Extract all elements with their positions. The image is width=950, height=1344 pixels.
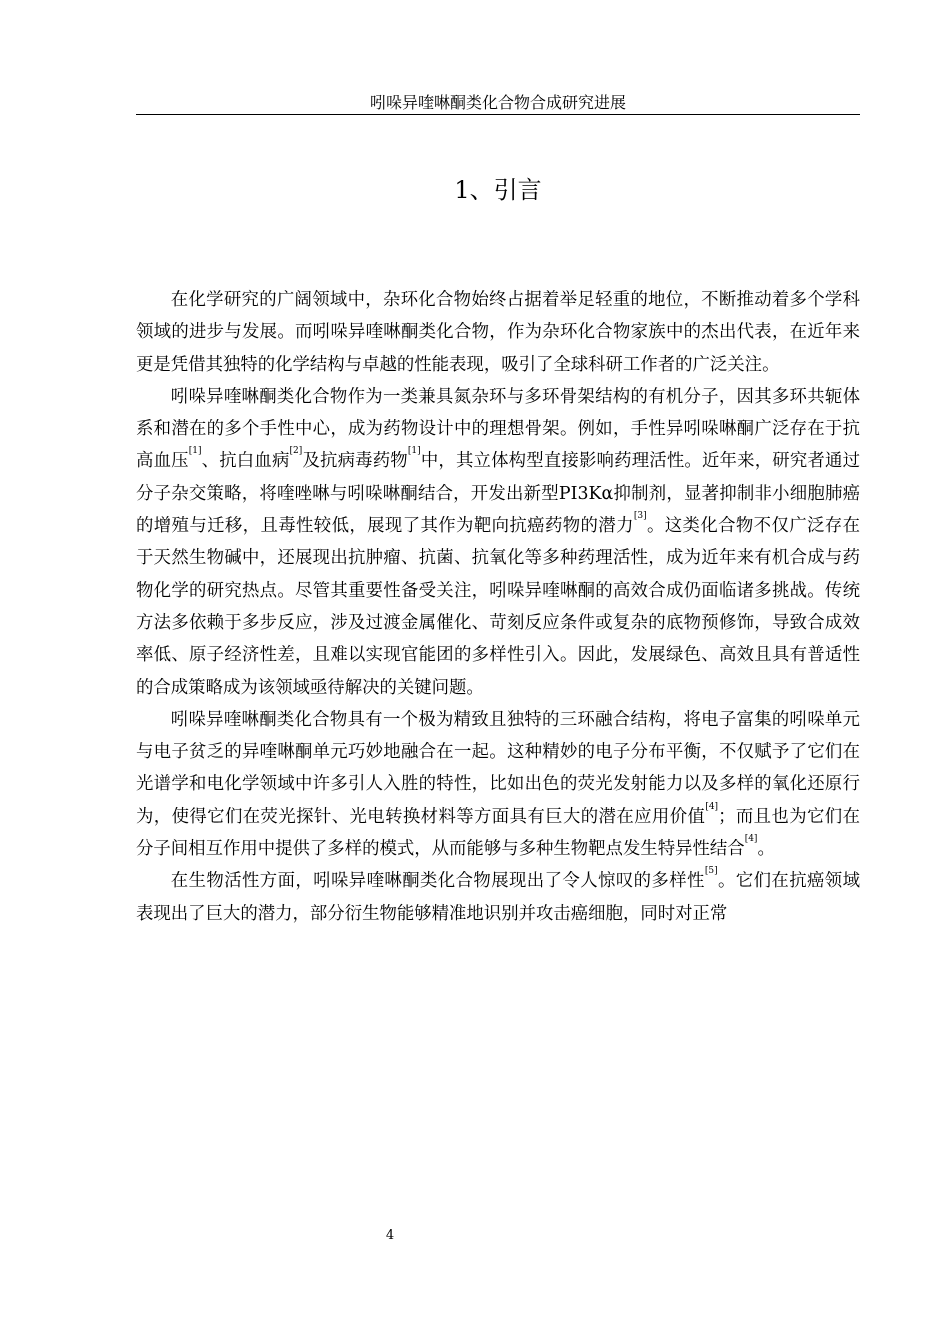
section-title: 1、引言 <box>454 176 542 204</box>
citation-ref: [2] <box>289 446 303 457</box>
citation-ref: [3] <box>633 511 647 522</box>
paragraph-text: 吲哚异喹啉酮类化合物具有一个极为精致且独特的三环融合结构，将电子富集的吲哚单元与电子贫乏的异喹啉酮单元巧妙地融合在一起。这种精妙的电子分布平衡，不仅赋予了它们在光谱学和电化学领域中许多引人入胜的特性，比如出色的荧光发射能力以及多样的氧化还原行为，使得它们在荧光探针、光电转换材料等方面具有巨大的潜在应用价值 <box>136 709 860 827</box>
paragraph-text: 。它们在抗癌领域表现出了巨大的潜力，部分衍生物能够精准地识别并攻击癌细胞，同时对正常 <box>136 871 860 924</box>
body-text <box>136 284 860 930</box>
paragraph-text: 在化学研究的广阔领域中，杂环化合物始终占据着举足轻重的地位，不断推动着多个学科领域的进步与发展。而吲哚异喹啉酮类化合物，作为杂环化合物家族中的杰出代表，在近年来更是凭借其独特的化学结构与卓越的性能表现，吸引了全球科研工作者的广泛关注。 <box>136 290 860 375</box>
header-rule <box>136 114 860 115</box>
citation-ref: [1] <box>407 446 421 457</box>
citation-ref: [4] <box>744 834 758 845</box>
paragraph <box>136 865 860 930</box>
citation-ref: [5] <box>704 866 718 877</box>
paragraph-text: 在生物活性方面，吲哚异喹啉酮类化合物展现出了令人惊叹的多样性 <box>170 871 705 892</box>
paragraph-text: 、抗白血病 <box>201 451 290 472</box>
paragraph-text: 及抗病毒药物 <box>302 451 408 472</box>
paragraph-text: 中，其立体构型直接影响药理活性。近年来，研究者通过分子杂交策略，将喹唑啉与吲哚啉酮结合，开发出新型PI3Kα抑制剂，显著抑制非小细胞肺癌的增殖与迁移，且毒性较低，展现了其作为靶向抗癌药物的潜力 <box>136 451 860 537</box>
citation-ref: [1] <box>188 446 202 457</box>
page-number: 4 <box>385 1228 395 1243</box>
paragraph <box>136 284 860 381</box>
paragraph <box>136 381 860 704</box>
paragraph-text: 。这类化合物不仅广泛存在于天然生物碱中，还展现出抗肿瘤、抗菌、抗氧化等多种药理活性，成为近年来有机合成与药物化学的研究热点。尽管其重要性备受关注，吲哚异喹啉酮的高效合成仍面临诸多挑战。传统方法多依赖于多步反应，涉及过渡金属催化、苛刻反应条件或复杂的底物预修饰，导致合成效率低、原子经济性差，且难以实现官能团的多样性引入。因此，发展绿色、高效且具有普适性的合成策略成为该领域亟待解决的关键问题。 <box>136 516 860 698</box>
paragraph-text: 吲哚异喹啉酮类化合物作为一类兼具氮杂环与多环骨架结构的有机分子，因其多环共轭体系和潜在的多个手性中心，成为药物设计中的理想骨架。例如，手性异吲哚啉酮广泛存在于抗高血压 <box>136 386 860 472</box>
paragraph <box>136 704 860 865</box>
running-header: 吲哚异喹啉酮类化合物合成研究进展 <box>369 93 626 112</box>
paragraph-text: 。 <box>757 839 775 860</box>
paragraph-text: ；而且也为它们在分子间相互作用中提供了多样的模式，从而能够与多种生物靶点发生特异性结合 <box>136 806 860 860</box>
citation-ref: [4] <box>705 801 719 812</box>
